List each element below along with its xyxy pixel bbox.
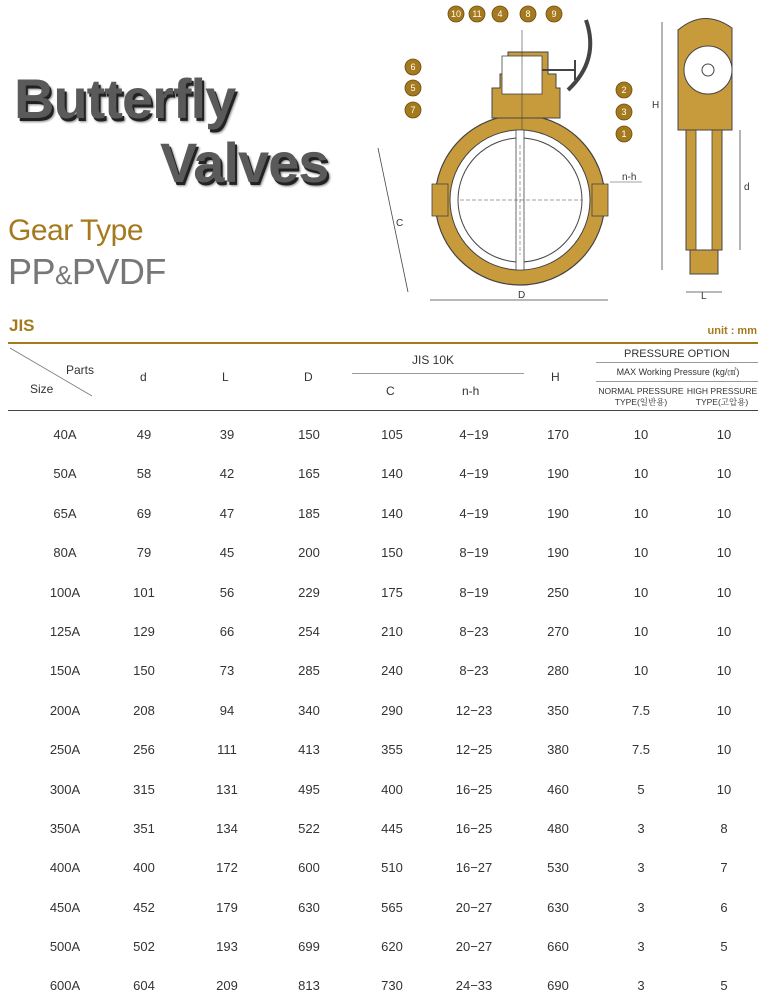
table-cell: 7.5 xyxy=(631,702,651,718)
table-cell: 400 xyxy=(381,781,403,797)
header-C: C xyxy=(386,384,395,398)
table-cell: 380 xyxy=(547,742,569,758)
header-size: Size xyxy=(30,382,54,396)
table-cell: 6 xyxy=(720,899,728,915)
table-row xyxy=(0,493,768,532)
table-cell: 460 xyxy=(547,781,569,797)
table-cell: 452 xyxy=(133,899,155,915)
table-cell: 101 xyxy=(133,584,155,600)
table-top-rule xyxy=(8,342,758,344)
side-hub xyxy=(702,64,714,76)
callout-label: 6 xyxy=(410,62,416,72)
dim-label-nh: n-h xyxy=(622,172,637,183)
table-cell: 620 xyxy=(381,939,403,955)
table-cell: 350 xyxy=(547,702,569,718)
header-rule-pressure xyxy=(596,362,758,363)
handwheel xyxy=(568,20,590,90)
page-title-line2: Valves xyxy=(160,131,329,194)
table-row xyxy=(0,650,768,689)
table-cell: 200 xyxy=(298,545,320,561)
table-row xyxy=(0,926,768,965)
table-cell: 111 xyxy=(217,742,237,758)
table-cell: 351 xyxy=(133,820,155,836)
header-normal-line2: TYPE(일반용) xyxy=(614,397,668,407)
table-cell: 400A xyxy=(49,860,81,876)
table-cell: 105 xyxy=(381,427,403,442)
callout-label: 10 xyxy=(450,9,462,19)
header-high-line2: TYPE(고압용) xyxy=(695,397,749,407)
side-bottom xyxy=(690,250,718,274)
table-cell: 10 xyxy=(716,505,732,521)
material-ampersand: & xyxy=(55,260,72,290)
table-cell: 500A xyxy=(49,939,81,955)
table-cell: 7 xyxy=(720,860,728,876)
table-cell: 69 xyxy=(136,505,152,521)
table-cell: 8−23 xyxy=(459,663,489,679)
callout-label: 3 xyxy=(621,107,627,117)
table-cell: 600 xyxy=(298,860,320,876)
table-cell: 193 xyxy=(216,939,238,955)
callout-label: 8 xyxy=(525,9,531,19)
table-cell: 56 xyxy=(219,584,235,600)
table-row xyxy=(0,965,768,1004)
table-cell: 200A xyxy=(49,702,81,718)
table-cell: 290 xyxy=(381,702,403,718)
table-cell: 565 xyxy=(381,899,403,915)
callout-label: 11 xyxy=(472,9,482,19)
table-cell: 400 xyxy=(133,860,155,876)
table-cell: 131 xyxy=(216,781,238,797)
diagonal-divider xyxy=(8,346,98,408)
material-a: PP xyxy=(8,251,56,292)
table-cell: 10 xyxy=(716,742,732,758)
table-cell: 413 xyxy=(298,742,320,758)
table-cell: 12−23 xyxy=(455,702,493,718)
table-cell: 190 xyxy=(547,505,569,521)
table-cell: 10 xyxy=(633,545,649,561)
dim-label-L: L xyxy=(701,291,707,302)
table-cell: 315 xyxy=(133,781,155,797)
table-cell: 172 xyxy=(216,860,238,876)
table-cell: 8−19 xyxy=(459,545,489,561)
table-cell: 10 xyxy=(633,584,649,600)
header-jis10k: JIS 10K xyxy=(412,353,455,367)
table-cell: 45 xyxy=(219,545,235,561)
valve-diagram xyxy=(360,0,768,310)
table-cell: 165 xyxy=(298,466,320,482)
dim-label-d: d xyxy=(744,182,750,193)
table-cell: 125A xyxy=(49,623,81,639)
header-L: L xyxy=(222,370,229,384)
table-cell: 495 xyxy=(298,781,320,797)
table-cell: 270 xyxy=(547,623,569,639)
table-cell: 210 xyxy=(381,623,403,639)
table-cell: 3 xyxy=(637,899,645,915)
callout-label: 4 xyxy=(497,9,503,19)
table-cell: 140 xyxy=(381,466,403,482)
unit-label: unit : mm xyxy=(707,325,757,337)
table-cell: 4−19 xyxy=(459,427,489,442)
table-cell: 80A xyxy=(53,545,77,561)
table-cell: 20−27 xyxy=(455,899,493,915)
table-cell: 250A xyxy=(49,742,81,758)
table-cell: 100A xyxy=(49,584,81,600)
header-parts: Parts xyxy=(66,363,95,377)
header-rule-jis xyxy=(352,373,524,374)
table-cell: 530 xyxy=(547,860,569,876)
table-cell: 150 xyxy=(381,545,403,561)
header-nh: n-h xyxy=(462,384,480,398)
table-cell: 355 xyxy=(381,742,403,758)
table-cell: 73 xyxy=(219,663,235,679)
table-row xyxy=(0,532,768,571)
callout-label: 2 xyxy=(621,85,627,95)
table-cell: 66 xyxy=(219,623,235,639)
header-high-line1: HIGH PRESSURE xyxy=(686,386,758,396)
table-cell: 699 xyxy=(298,939,320,955)
table-cell: 730 xyxy=(381,978,403,994)
table-cell: 3 xyxy=(637,978,645,994)
callout-label: 5 xyxy=(410,83,416,93)
side-lug-right xyxy=(592,184,608,216)
table-cell: 340 xyxy=(298,702,320,718)
table-cell: 47 xyxy=(219,505,235,521)
table-cell: 185 xyxy=(298,505,320,521)
table-cell: 150A xyxy=(49,663,81,679)
callout-label: 9 xyxy=(551,9,557,19)
table-cell: 3 xyxy=(637,939,645,955)
table-row xyxy=(0,808,768,847)
table-cell: 10 xyxy=(633,427,649,442)
table-cell: 604 xyxy=(133,978,155,994)
table-cell: 5 xyxy=(637,781,645,797)
table-cell: 445 xyxy=(381,820,403,836)
table-cell: 16−25 xyxy=(455,781,493,797)
table-cell: 24−33 xyxy=(455,978,493,994)
table-cell: 16−27 xyxy=(455,860,493,876)
side-disc xyxy=(696,130,712,250)
table-cell: 280 xyxy=(547,663,569,679)
table-cell: 10 xyxy=(716,584,732,600)
table-cell: 5 xyxy=(720,939,728,955)
header-normal-line1: NORMAL PRESSURE xyxy=(598,386,684,396)
table-cell: 10 xyxy=(633,466,649,482)
table-cell: 3 xyxy=(637,860,645,876)
table-cell: 175 xyxy=(381,584,403,600)
table-cell: 300A xyxy=(49,781,81,797)
table-cell: 8 xyxy=(720,820,728,836)
table-cell: 630 xyxy=(298,899,320,915)
table-cell: 4−19 xyxy=(459,505,489,521)
header-d: d xyxy=(140,370,147,384)
table-row xyxy=(0,847,768,886)
table-cell: 10 xyxy=(716,623,732,639)
valve-type-label: Gear Type xyxy=(8,214,144,247)
table-row xyxy=(0,414,768,453)
table-cell: 190 xyxy=(547,466,569,482)
table-cell: 630 xyxy=(547,899,569,915)
table-cell: 134 xyxy=(216,820,238,836)
table-row xyxy=(0,611,768,650)
header-bottom-rule xyxy=(8,410,758,411)
table-cell: 285 xyxy=(298,663,320,679)
table-cell: 50A xyxy=(53,466,77,482)
table-cell: 813 xyxy=(298,978,320,994)
table-cell: 10 xyxy=(716,427,732,442)
standard-label: JIS xyxy=(9,316,35,335)
table-cell: 39 xyxy=(219,427,235,442)
table-cell: 190 xyxy=(547,545,569,561)
table-cell: 660 xyxy=(547,939,569,955)
table-cell: 140 xyxy=(381,505,403,521)
table-cell: 600A xyxy=(49,978,81,994)
table-cell: 129 xyxy=(133,623,155,639)
table-cell: 480 xyxy=(547,820,569,836)
table-cell: 79 xyxy=(136,545,152,561)
table-cell: 690 xyxy=(547,978,569,994)
header-rule-max xyxy=(596,381,758,382)
table-row xyxy=(0,453,768,492)
table-cell: 250 xyxy=(547,584,569,600)
table-cell: 150 xyxy=(133,663,155,679)
table-cell: 8−19 xyxy=(459,584,489,600)
table-cell: 522 xyxy=(298,820,320,836)
table-cell: 209 xyxy=(216,978,238,994)
table-cell: 65A xyxy=(53,505,77,521)
side-lug-left xyxy=(432,184,448,216)
dim-label-C: C xyxy=(396,218,404,229)
table-cell: 150 xyxy=(298,427,320,442)
table-cell: 10 xyxy=(716,466,732,482)
table-cell: 254 xyxy=(298,623,320,639)
dim-label-H: H xyxy=(652,100,660,111)
table-row xyxy=(0,690,768,729)
table-row xyxy=(0,887,768,926)
table-cell: 94 xyxy=(219,702,235,718)
table-cell: 256 xyxy=(133,742,155,758)
table-row xyxy=(0,769,768,808)
table-row xyxy=(0,729,768,768)
table-cell: 5 xyxy=(720,978,728,994)
table-cell: 4−19 xyxy=(459,466,489,482)
table-cell: 170 xyxy=(547,427,569,442)
table-cell: 229 xyxy=(298,584,320,600)
material-label xyxy=(8,251,166,293)
callout-label: 7 xyxy=(410,105,416,115)
header-max-working: MAX Working Pressure (kg/㎠) xyxy=(616,367,740,377)
table-cell: 10 xyxy=(633,663,649,679)
table-cell: 10 xyxy=(716,702,732,718)
table-cell: 450A xyxy=(49,899,81,915)
table-cell: 10 xyxy=(716,545,732,561)
table-cell: 8−23 xyxy=(459,623,489,639)
table-cell: 16−25 xyxy=(455,820,493,836)
table-cell: 208 xyxy=(133,702,155,718)
table-cell: 10 xyxy=(633,623,649,639)
table-cell: 502 xyxy=(133,939,155,955)
table-cell: 3 xyxy=(637,820,645,836)
table-cell: 10 xyxy=(716,663,732,679)
callout-label: 1 xyxy=(621,129,627,139)
table-cell: 58 xyxy=(136,466,152,482)
table-cell: 12−25 xyxy=(455,742,493,758)
table-cell: 10 xyxy=(633,505,649,521)
table-cell: 10 xyxy=(716,781,732,797)
page-title-line1: Butterfly xyxy=(14,67,236,130)
table-cell: 20−27 xyxy=(455,939,493,955)
table-cell: 40A xyxy=(53,427,77,442)
table-cell: 350A xyxy=(49,820,81,836)
dim-label-D: D xyxy=(518,290,526,301)
table-cell: 7.5 xyxy=(631,742,651,758)
table-cell: 240 xyxy=(381,663,403,679)
table-body xyxy=(0,414,768,1005)
header-pressure-option: PRESSURE OPTION xyxy=(624,348,730,360)
table-cell: 42 xyxy=(219,466,235,482)
header-D: D xyxy=(304,370,313,384)
table-cell: 510 xyxy=(381,860,403,876)
material-b: PVDF xyxy=(71,251,166,292)
header-H: H xyxy=(551,370,560,384)
table-cell: 49 xyxy=(136,427,152,442)
side-view xyxy=(662,18,740,292)
table-cell: 179 xyxy=(216,899,238,915)
table-row xyxy=(0,572,768,611)
